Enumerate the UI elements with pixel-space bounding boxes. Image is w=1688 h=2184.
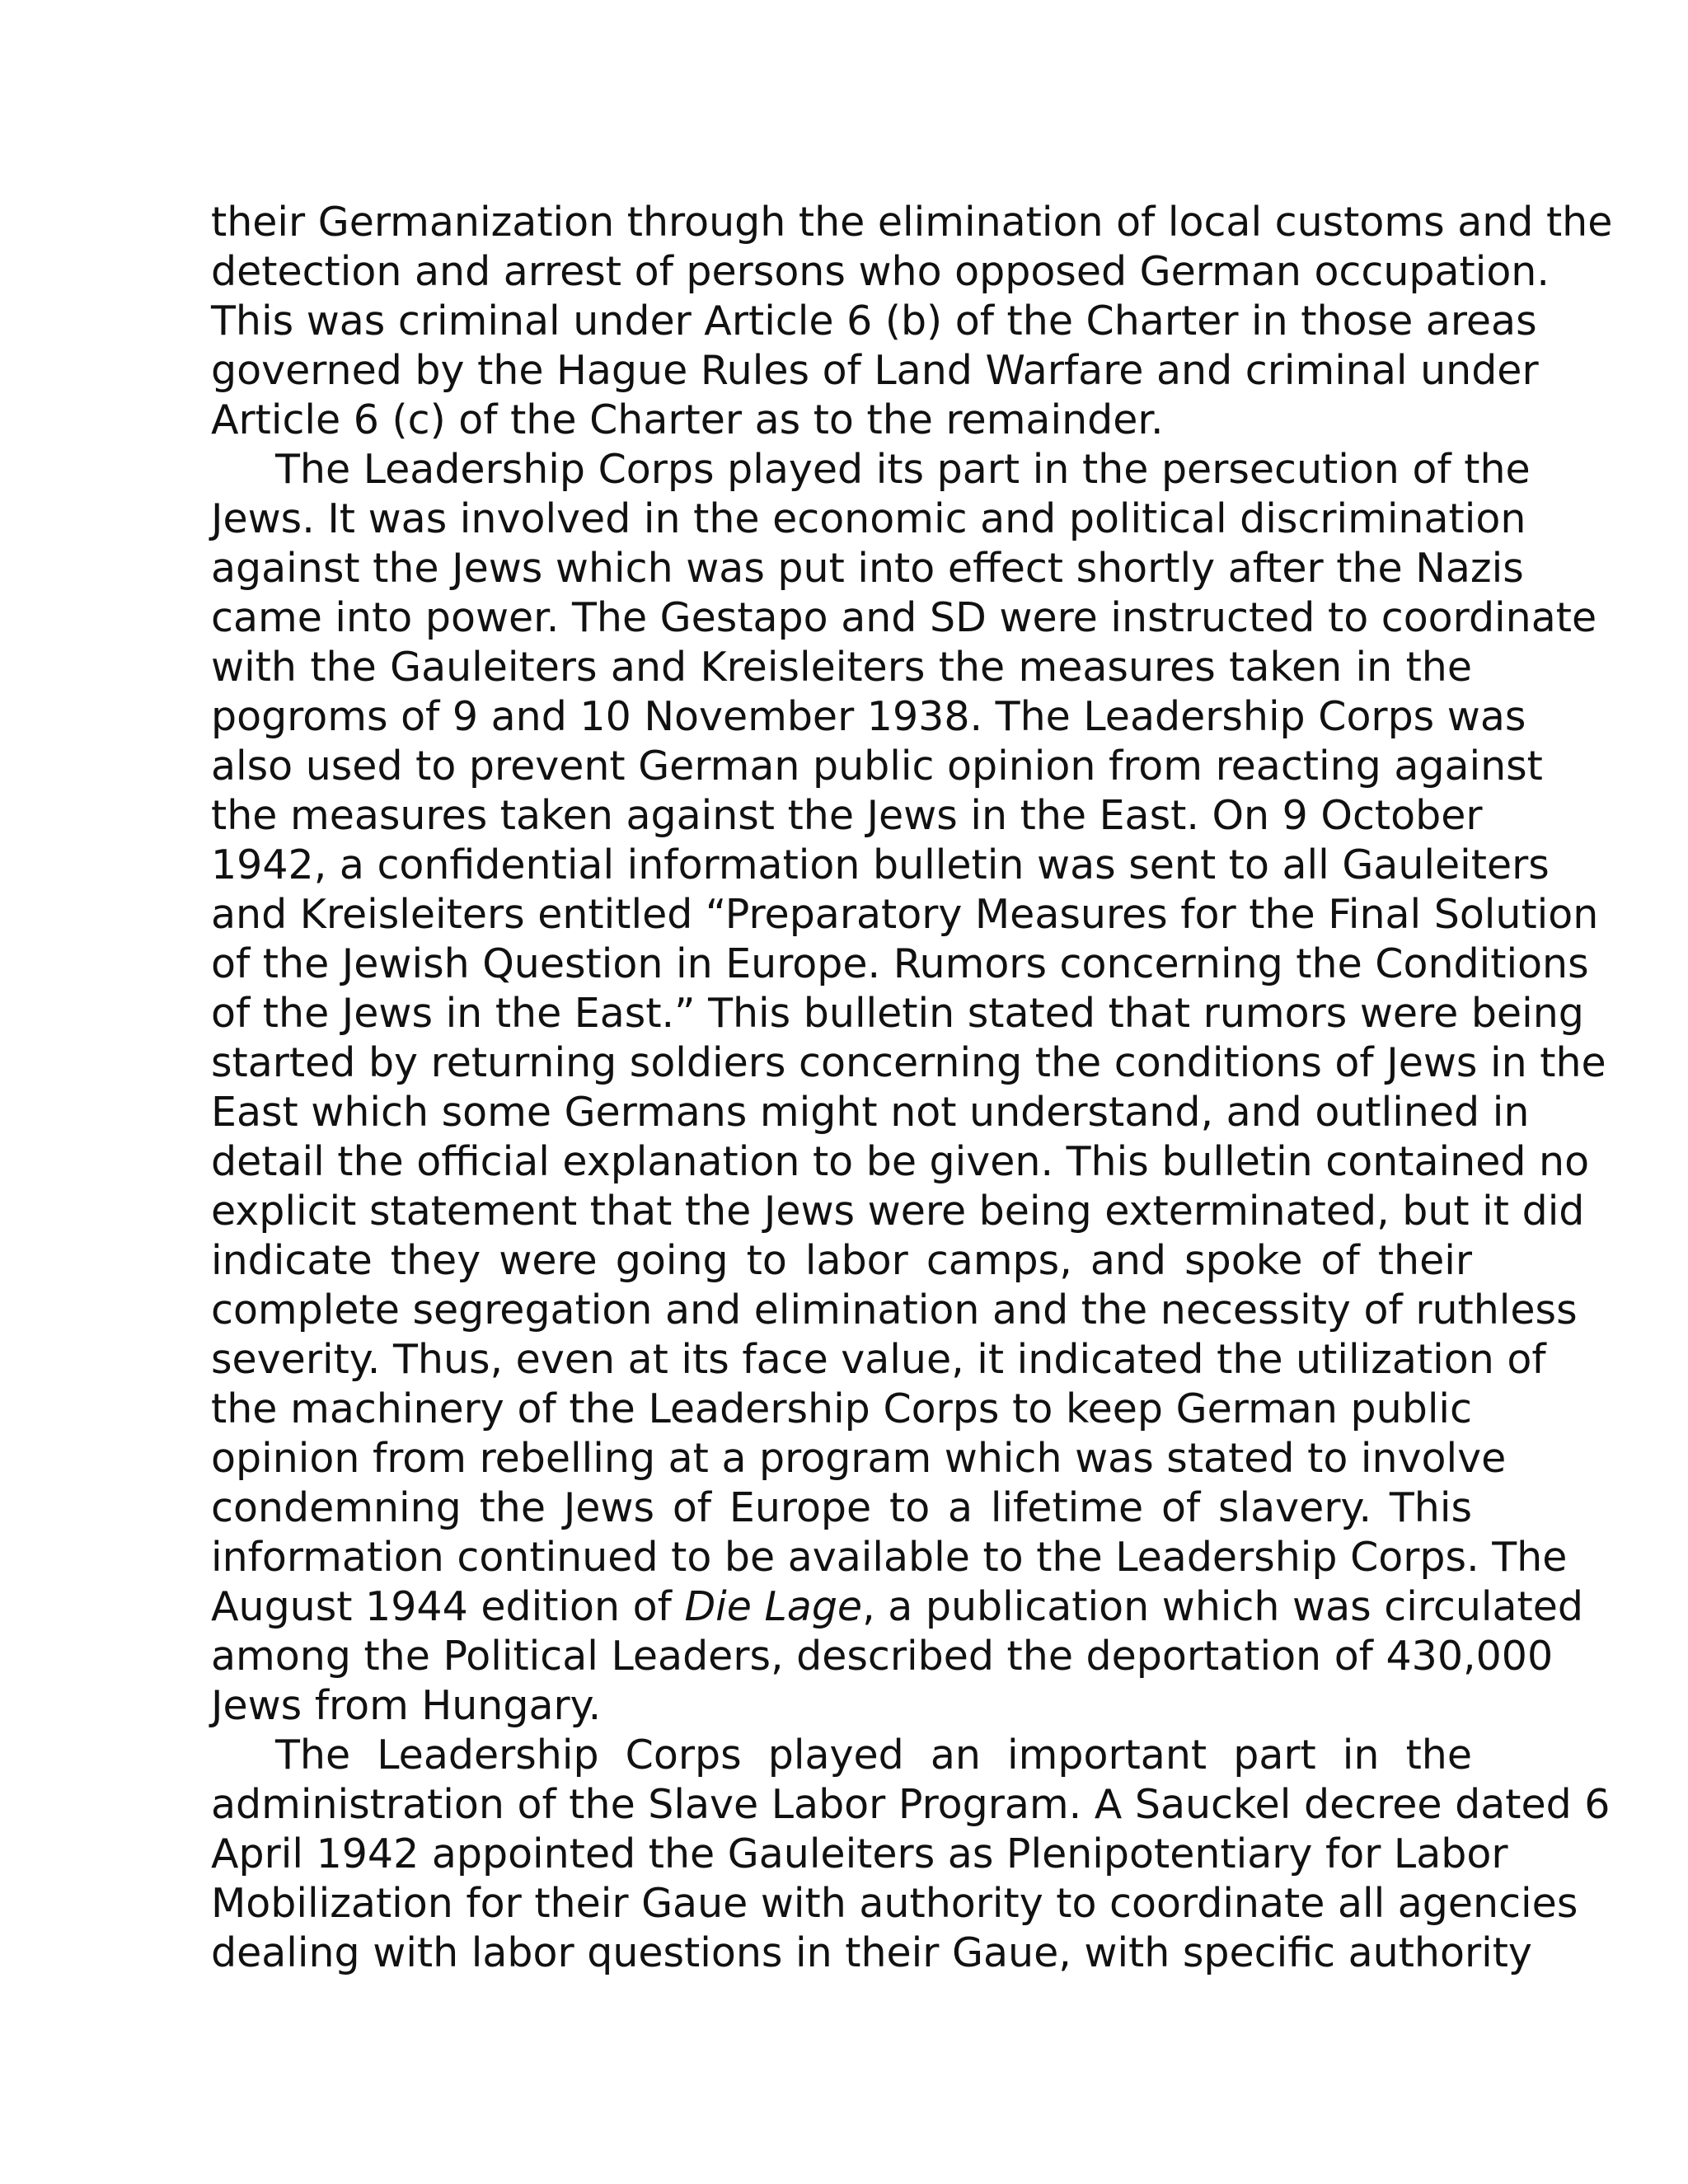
text-line: detection and arrest of persons who opposed German occupation. [211, 248, 1550, 295]
text-line: severity. Thus, even at its face value, it indicated the utilization of [211, 1336, 1546, 1383]
text-line: Jews from Hungary. [211, 1682, 602, 1729]
paragraph-1 [211, 198, 1613, 445]
text-line: dealing with labor questions in their Gaue, with specific authority [211, 1929, 1532, 1976]
text-line: administration of the Slave Labor Program. A Sauckel decree dated 6 [211, 1781, 1611, 1828]
text-line: The Leadership Corps played its part in the persecution of the [275, 446, 1531, 493]
text-line: April 1942 appointed the Gauleiters as Plenipotentiary for Labor [211, 1830, 1508, 1877]
text-line: also used to prevent German public opinion from reacting against [211, 743, 1543, 790]
paragraph-2 [211, 445, 1606, 1731]
text-line: East which some Germans might not understand, and outlined in [211, 1089, 1530, 1136]
text-line: of the Jews in the East.” This bulletin stated that rumors were being [211, 990, 1584, 1037]
text-line: and Kreisleiters entitled “Preparatory Measures for the Final Solution [211, 891, 1599, 938]
text-segment: August 1944 edition of [211, 1583, 685, 1630]
text-segment: , a publication which was circulated [862, 1583, 1583, 1630]
document-page [211, 198, 1613, 1978]
text-line: condemning the Jews of Europe to a lifetime of slavery. This [211, 1484, 1472, 1531]
text-line: against the Jews which was put into effect shortly after the Nazis [211, 545, 1524, 592]
text-line: started by returning soldiers concerning the conditions of Jews in the [211, 1039, 1606, 1086]
text-line: among the Political Leaders, described the deportation of 430,000 [211, 1633, 1554, 1680]
text-line: detail the official explanation to be given. This bulletin contained no [211, 1138, 1590, 1185]
text-line: opinion from rebelling at a program which was stated to involve [211, 1435, 1507, 1482]
text-line: their Germanization through the elimination of local customs and the [211, 199, 1613, 246]
text-line: came into power. The Gestapo and SD were instructed to coordinate [211, 594, 1597, 641]
text-line: The Leadership Corps played an important part in the [275, 1732, 1472, 1779]
text-line: Article 6 (c) of the Charter as to the remainder. [211, 396, 1164, 443]
text-line: of the Jewish Question in Europe. Rumors concerning the Conditions [211, 940, 1589, 987]
text-line-with-italic [211, 1582, 1583, 1632]
text-line: the machinery of the Leadership Corps to keep German public [211, 1385, 1472, 1432]
text-line: Mobilization for their Gaue with authority to coordinate all agencies [211, 1880, 1578, 1927]
text-line: pogroms of 9 and 10 November 1938. The Leadership Corps was [211, 693, 1526, 740]
text-line: information continued to be available to the Leadership Corps. The [211, 1534, 1568, 1581]
text-line: with the Gauleiters and Kreisleiters the measures taken in the [211, 644, 1472, 691]
text-line: governed by the Hague Rules of Land Warfare and criminal under [211, 347, 1539, 394]
text-line: This was criminal under Article 6 (b) of the Charter in those areas [211, 298, 1537, 344]
text-line: the measures taken against the Jews in the East. On 9 October [211, 792, 1483, 839]
text-line: complete segregation and elimination and the necessity of ruthless [211, 1286, 1578, 1333]
text-line: indicate they were going to labor camps, and spoke of their [211, 1237, 1472, 1284]
text-line: Jews. It was involved in the economic and political discrimination [211, 495, 1526, 542]
paragraph-3 [211, 1731, 1611, 1978]
text-line: explicit statement that the Jews were being exterminated, but it did [211, 1188, 1585, 1235]
publication-title: Die Lage [684, 1583, 863, 1630]
text-line: 1942, a confidential information bulletin was sent to all Gauleiters [211, 841, 1550, 888]
